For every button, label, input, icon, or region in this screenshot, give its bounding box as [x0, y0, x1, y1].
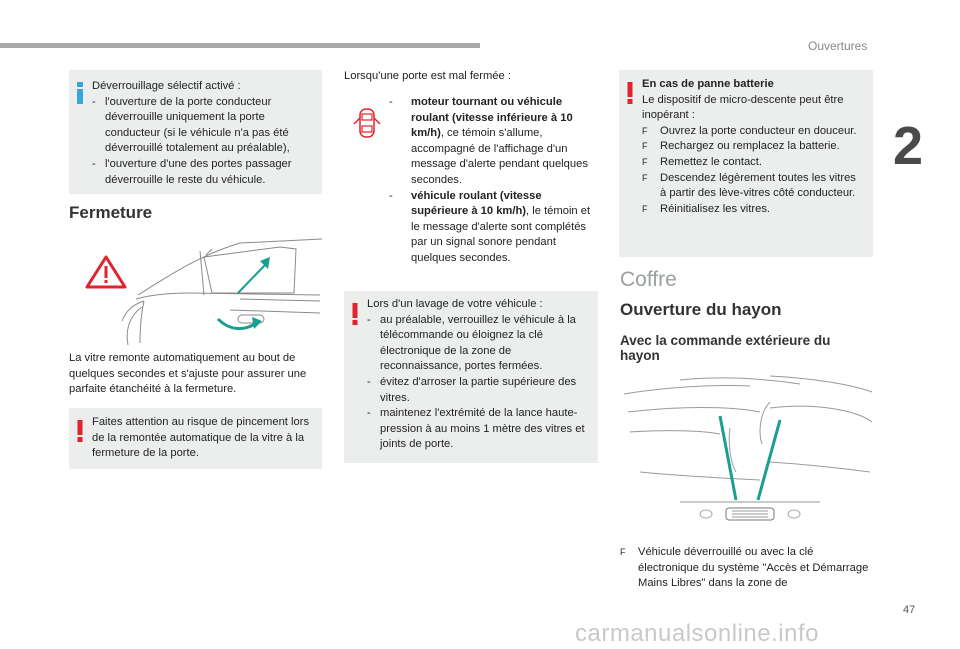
info-intro: Déverrouillage sélectif activé : — [92, 80, 241, 92]
section-title: Ouvertures — [808, 39, 868, 53]
ouverture-hayon-heading: Ouverture du hayon — [620, 300, 782, 319]
warning-icon — [352, 303, 358, 325]
tailgate-illustration — [620, 372, 874, 528]
panne-item: Réinitialisez les vitres. — [660, 202, 771, 215]
porte-intro: Lorsqu'une porte est mal fermée : — [344, 70, 511, 82]
page-number: 47 — [903, 604, 916, 616]
chapter-number: 2 — [893, 116, 924, 176]
lavage-intro: Lors d'un lavage de votre véhicule : — [367, 298, 543, 310]
porte-item: véhicule roulant (vitesse supérieure à 10 km/h), le témoin et le message d'alerte sont complétés par un signal sonore pendant quelques secondes. — [411, 189, 591, 264]
lavage-item: évitez d'arroser la partie supérieure des vitres. — [380, 375, 577, 404]
panne-batterie-box: En cas de panne batterie Le dispositif de micro-descente peut être inopérant : F Ouvrez la porte conducteur en douceur. F Rechargez ou remplacez la batterie. F Remettez le contact. F Descendez légèrement toutes les vitres à partir des lève-vitres côté conducteur. F Réinitialisez les vitres. — [619, 70, 873, 257]
panne-item: Remettez le contact. — [660, 155, 762, 168]
commande-exterieure-heading: Avec la commande extérieure du hayon — [620, 333, 831, 363]
fermeture-paragraph: La vitre remonte automatiquement au bout de quelques secondes et s'ajuste pour assurer une parfaite étanchéité à la fermeture. — [69, 352, 307, 396]
panne-item: Descendez légèrement toutes les vitres à partir des lève-vitres côté conducteur. — [660, 171, 856, 200]
fermeture-heading: Fermeture — [69, 203, 153, 222]
warning-icon — [627, 82, 633, 104]
door-open-warning-icon — [352, 106, 382, 140]
porte-item: moteur tournant ou véhicule roulant (vitesse inférieure à 10 km/h), ce témoin s'allume, accompagné de l'affichage d'un message d'alerte pendant quelques secondes. — [411, 96, 588, 186]
info-item: l'ouverture d'une des portes passager déverrouille le reste du véhicule. — [105, 157, 292, 186]
panne-intro: Le dispositif de micro-descente peut être inopérant : — [642, 93, 844, 122]
info-box: Déverrouillage sélectif activé : - l'ouverture de la porte conducteur déverrouille uniquement la porte conducteur (si le véhicule n'a pas été déverrouillé totalement au préalable), - l'ouverture d'une des portes passager déverrouille le reste du véhicule. — [69, 70, 322, 194]
coffre-heading: Coffre — [620, 268, 677, 291]
panne-item: Ouvrez la porte conducteur en douceur. — [660, 124, 857, 137]
warning-triangle-icon — [84, 254, 128, 290]
car-door-illustration — [80, 235, 324, 347]
lavage-item: au préalable, verrouillez le véhicule à la télécommande ou éloignez la clé électronique de la zone de reconnaissance, portes fermées. — [380, 313, 576, 373]
info-item: l'ouverture de la porte conducteur déverrouille uniquement la porte conducteur (si le véhicule n'a pas été déverrouillé totalement au préalable), — [105, 95, 290, 155]
coffre-bullet: F Véhicule déverrouillé ou avec la clé électronique du système "Accès et Démarrage Mains Libres" dans la zone de — [620, 546, 869, 590]
warning-icon — [77, 420, 83, 442]
header-rule — [0, 43, 480, 48]
info-icon — [77, 82, 83, 104]
porte-items: - moteur tournant ou véhicule roulant (vitesse inférieure à 10 km/h), ce témoin s'allume, accompagné de l'affichage d'un message d'alerte pendant quelques secondes. - véhicule roulant (vitesse supérieure à 10 km/h), le témoin et le message d'alerte sont complétés par un signal sonore pendant quelques secondes. — [389, 95, 594, 267]
panne-item: Rechargez ou remplacez la batterie. — [660, 140, 840, 153]
lavage-warning-box: Lors d'un lavage de votre véhicule : - au préalable, verrouillez le véhicule à la télécommande ou éloignez la clé électronique de la zone de reconnaissance, portes fermées. - évitez d'arroser la partie supérieure des vitres. - maintenez l'extrémité de la lance haute-pression à au moins 1 mètre des vitres et joints de porte. — [344, 291, 598, 463]
fermeture-warning-box — [69, 408, 322, 469]
fermeture-warning-text: Faites attention au risque de pincement lors de la remontée automatique de la vitre à la fermeture de la porte. — [92, 416, 310, 460]
lavage-item: maintenez l'extrémité de la lance haute-pression à au moins 1 mètre des vitres et joints de porte. — [380, 407, 585, 451]
panne-title: En cas de panne batterie — [642, 78, 774, 90]
watermark: carmanualsonline.info — [575, 620, 819, 647]
